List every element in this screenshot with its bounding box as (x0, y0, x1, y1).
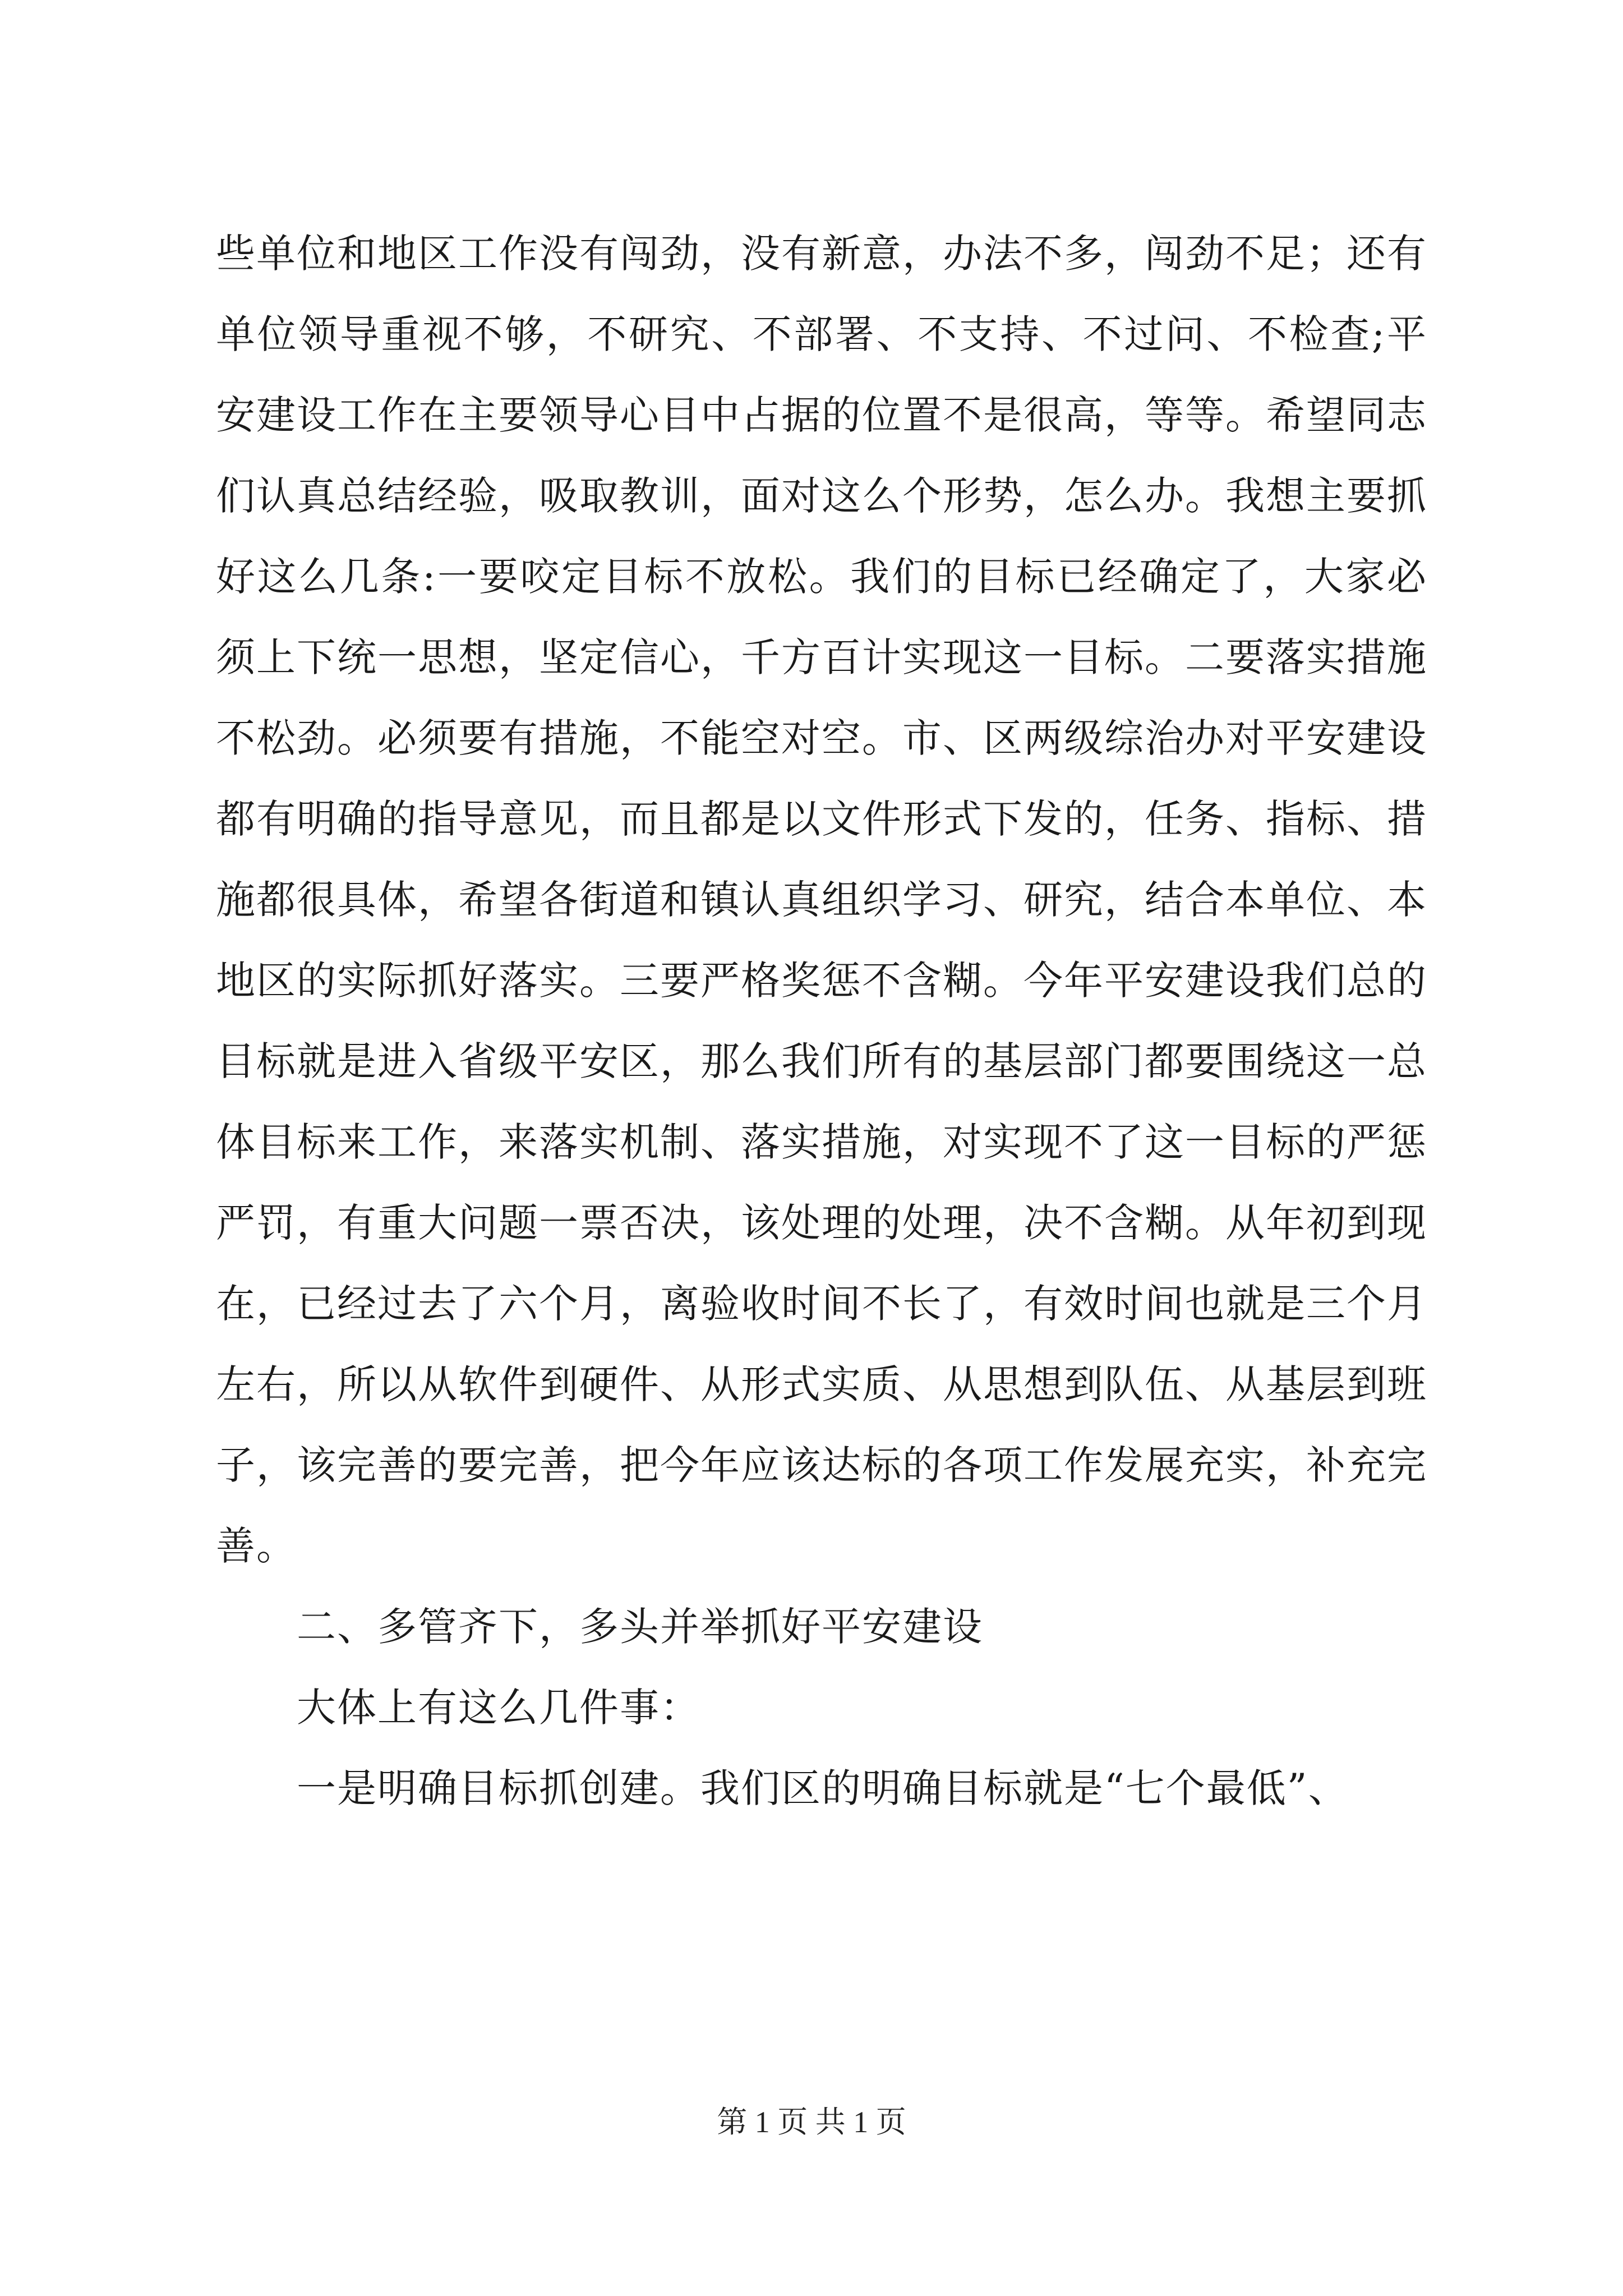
section-heading: 二、多管齐下，多头并举抓好平安建设 (297, 1604, 983, 1650)
paragraph-continuation: 些单位和地区工作没有闯劲，没有新意，办法不多，闯劲不足；还有单位领导重视不够，不研究、不部署、不支持、不过问、不检查;平安建设工作在主要领导心目中占据的位置不是很高，等等。希望同志们认真总结经验，吸取教训，面对这么个形势，怎么办。我想主要抓好这么几条:一要咬定目标不放松。我们的目标已经确定了，大家必须上下统一思想，坚定信心，千方百计实现这一目标。二要落实措施不松劲。必须要有措施，不能空对空。市、区两级综治办对平安建设都有明确的指导意见，而且都是以文件形式下发的，任务、指标、措施都很具体，希望各街道和镇认真组织学习、研究，结合本单位、本地区的实际抓好落实。三要严格奖惩不含糊。今年平安建设我们总的目标就是进入省级平安区，那么我们所有的基层部门都要围绕这一总体目标来工作，来落实机制、落实措施，对实现不了这一目标的严惩严罚，有重大问题一票否决，该处理的处理，决不含糊。从年初到现在，已经过去了六个月，离验收时间不长了，有效时间也就是三个月左右，所以从软件到硬件、从形式实质、从思想到队伍、从基层到班子，该完善的要完善，把今年应该达标的各项工作发展充实，补充完善。 (216, 231, 1427, 1569)
page-footer: 第 1 页 共 1 页 (717, 2105, 906, 2139)
document-body (216, 213, 1427, 1829)
paragraph-item-one: 一是明确目标抓创建。我们区的明确目标就是“七个最低”、 (297, 1765, 1349, 1811)
paragraph-intro: 大体上有这么几件事： (297, 1685, 700, 1731)
